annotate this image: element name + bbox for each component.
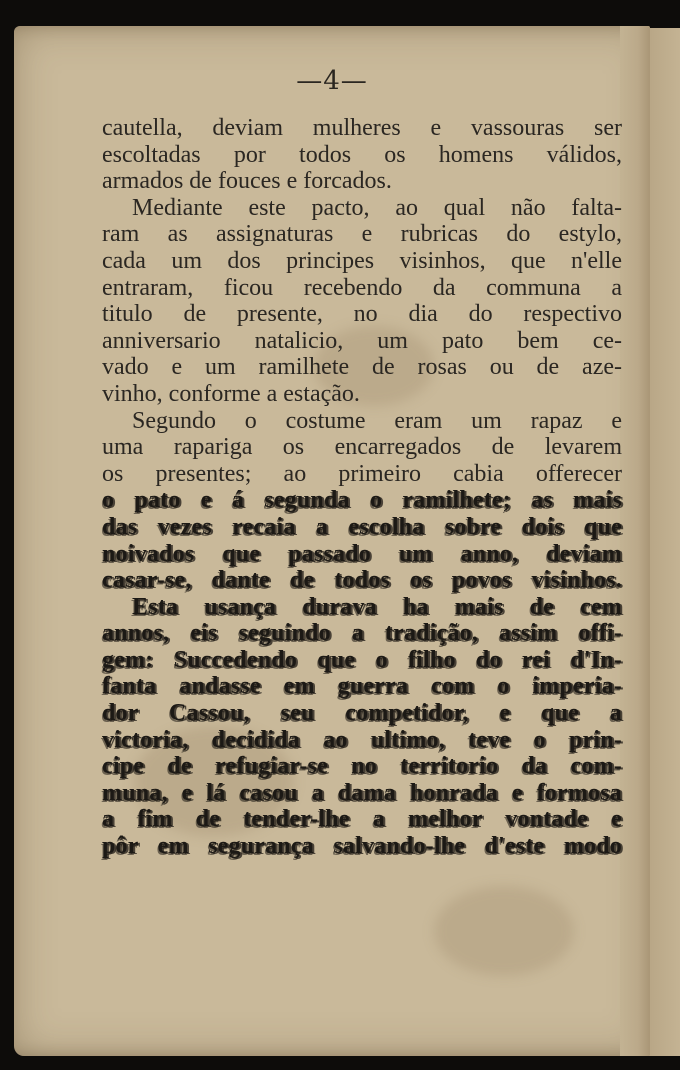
bleed-through-line: Esta usança durava ha mais de cem <box>132 593 622 620</box>
page-number: —4— <box>296 66 368 96</box>
text-line: Mediante este pacto, ao qual não falta- <box>132 194 622 221</box>
bleed-through-line: cipe de refugiar-se no territorio da com- <box>102 753 622 780</box>
text-line: vado e um ramilhete de rosas ou de aze- <box>102 354 622 381</box>
bleed-through-line: annos, eis seguindo a tradição, assim offi- <box>102 620 622 647</box>
text-line: cada um dos principes visinhos, que n'elle <box>102 247 622 274</box>
text-line: cautella, deviam mulheres e vassouras ser <box>102 115 622 141</box>
bleed-through-line: casar-se, dante de todos os povos visinhos. <box>102 567 622 594</box>
text-line: entraram, ficou recebendo da communa a <box>102 274 622 301</box>
text-line: anniversario natalicio, um pato bem ce- <box>102 327 622 354</box>
text-line: uma rapariga os encarregados de levarem <box>102 434 622 461</box>
bleed-through-line: gem: Succedendo que o filho do rei d'In- <box>102 646 622 673</box>
bleed-through-line: a fim de tender-lhe a melhor vontade e <box>102 806 622 833</box>
bleed-through-line: noivados que passado um anno, deviam <box>102 540 622 567</box>
bleed-through-line: fanta andasse em guerra com o imperia- <box>102 673 622 700</box>
text-line: vinho, conforme a estação. <box>102 380 360 407</box>
bleed-through-line: o pato e á segunda o ramilhete; as mais <box>102 487 622 514</box>
page-shadow-edge <box>620 26 650 1056</box>
text-line: escoltadas por todos os homens válidos, <box>102 141 622 168</box>
text-line: Segundo o costume eram um rapaz e <box>132 407 622 434</box>
next-page-edge <box>648 28 680 1056</box>
bleed-through-line: muna, e lá casou a dama honrada e formosa <box>102 779 622 806</box>
bleed-through-line: dor Cassou, seu competidor, e que a <box>102 700 622 727</box>
paper-stain <box>434 886 574 976</box>
text-line: armados de fouces e forcados. <box>102 168 392 195</box>
text-line: titulo de presente, no dia do respectivo <box>102 301 622 328</box>
text-line: os presentes; ao primeiro cabia offerecer <box>102 460 622 487</box>
text-line: ram as assignaturas e rubricas do estylo, <box>102 221 622 248</box>
page-text <box>102 115 622 860</box>
bleed-through-line: pôr em segurança salvando-lhe d'este modo <box>102 833 622 860</box>
bleed-through-line: das vezes recaia a escolha sobre dois que <box>102 513 622 540</box>
bleed-through-line: victoria, decidida ao ultimo, teve o prin- <box>102 726 622 753</box>
